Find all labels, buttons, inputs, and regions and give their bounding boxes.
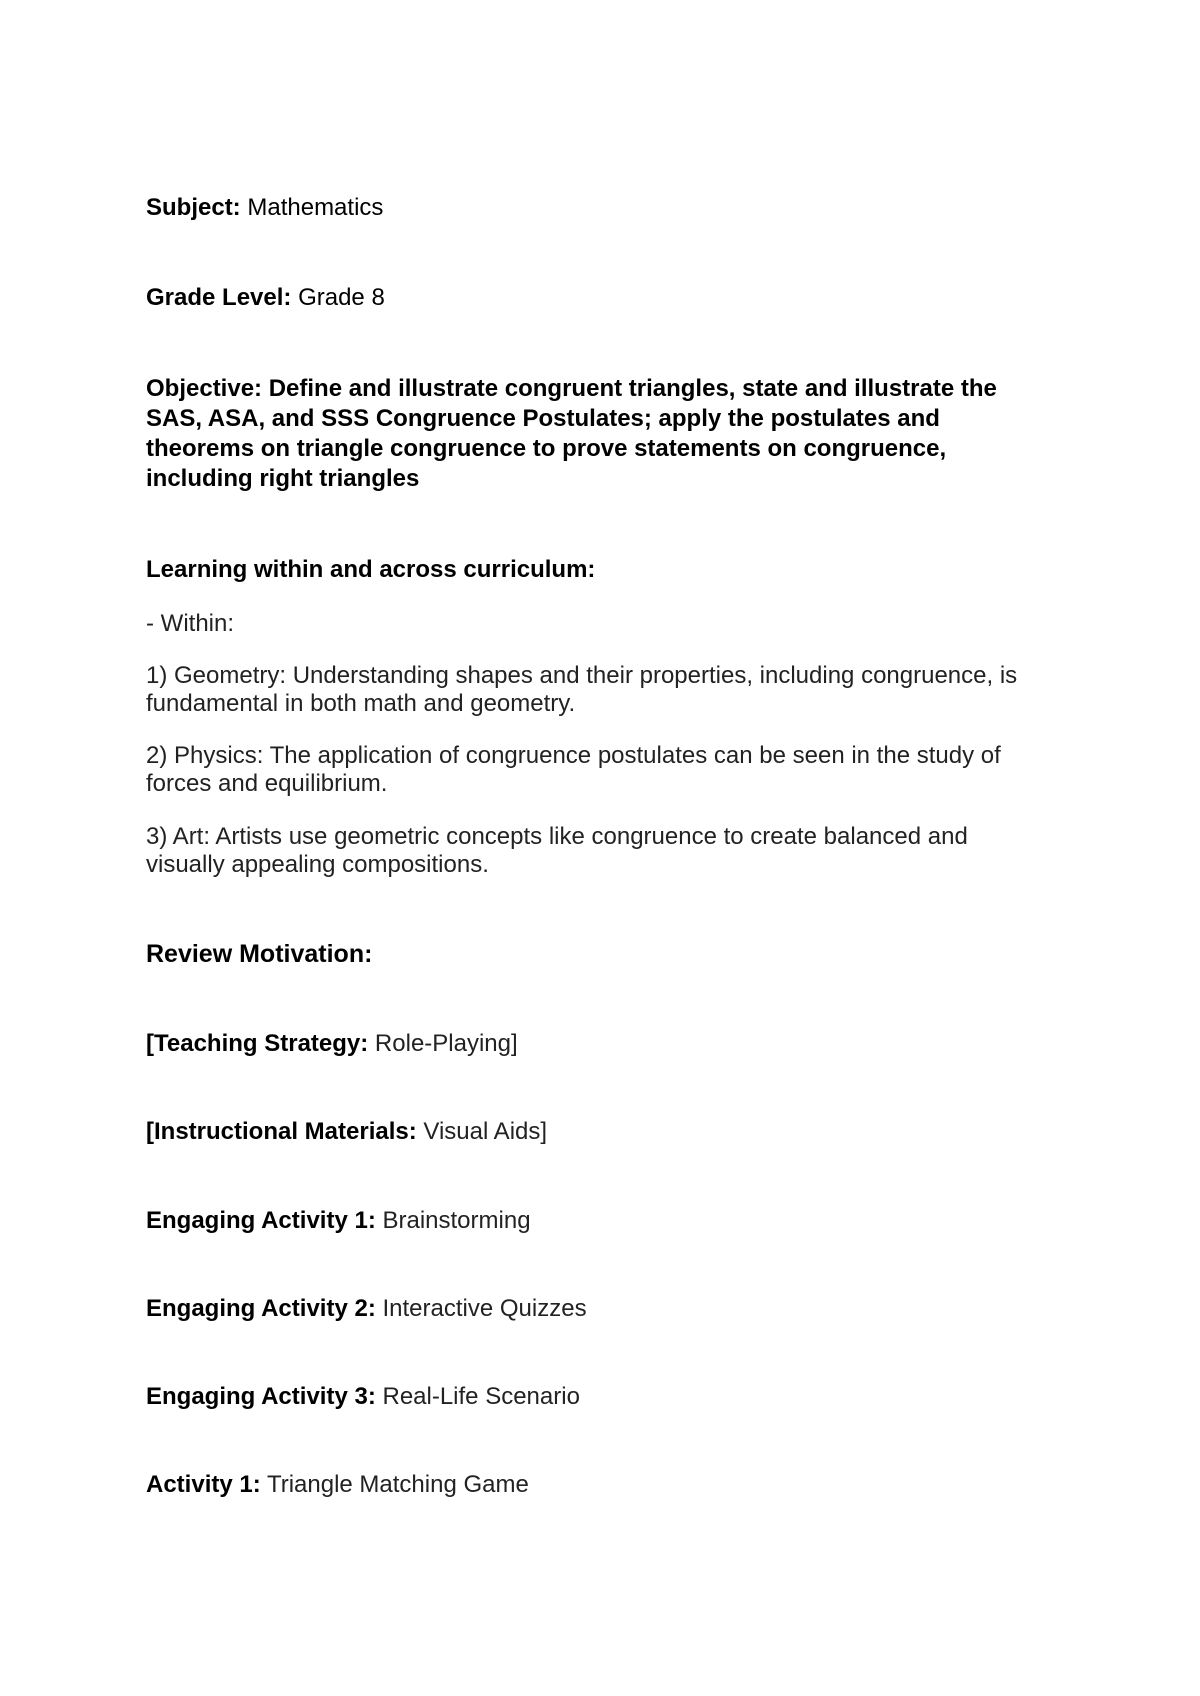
learning-item-2-line-1: 2) Physics: The application of congruence postulates can be seen in the study of xyxy=(146,742,1001,769)
engaging-activity-2-label: Engaging Activity 2: xyxy=(146,1295,376,1322)
learning-heading: Learning within and across curriculum: xyxy=(146,556,596,583)
engaging-activity-1-value: Brainstorming xyxy=(375,1207,531,1234)
learning-item-2 xyxy=(146,742,1046,798)
engaging-activity-3-value: Real-Life Scenario xyxy=(375,1383,580,1410)
objective-line-1: Define and illustrate congruent triangles, state and illustrate the xyxy=(262,375,997,402)
objective-label: Objective: xyxy=(146,375,263,402)
teaching-strategy-open: [ xyxy=(146,1030,154,1057)
engaging-activity-3-line xyxy=(146,1382,1046,1412)
activity-1-label: Activity 1: xyxy=(146,1471,261,1498)
grade-level-line xyxy=(146,283,1046,313)
subject-value: Mathematics xyxy=(247,194,384,221)
teaching-strategy-value: Role-Playing xyxy=(368,1030,511,1057)
teaching-strategy-line xyxy=(146,1029,1046,1059)
objective-line-4: including right triangles xyxy=(146,465,420,492)
instructional-materials-close: ] xyxy=(540,1118,548,1145)
within-label: - Within: xyxy=(146,610,235,637)
grade-level-label: Grade Level: xyxy=(146,284,292,311)
learning-item-3 xyxy=(146,823,1046,879)
learning-item-1 xyxy=(146,662,1046,718)
engaging-activity-1-line xyxy=(146,1206,1046,1236)
objective-line-3: theorems on triangle congruence to prove statements on congruence, xyxy=(146,435,947,462)
learning-item-3-line-1: 3) Art: Artists use geometric concepts like congruence to create balanced and xyxy=(146,823,968,850)
review-motivation-heading: Review Motivation: xyxy=(146,940,373,968)
instructional-materials-label: Instructional Materials: xyxy=(154,1118,417,1145)
instructional-materials-line xyxy=(146,1117,1046,1147)
engaging-activity-1-label: Engaging Activity 1: xyxy=(146,1207,376,1234)
learning-item-1-line-1: 1) Geometry: Understanding shapes and their properties, including congruence, is xyxy=(146,662,1018,689)
activity-1-value: Triangle Matching Game xyxy=(260,1471,529,1498)
instructional-materials-open: [ xyxy=(146,1118,154,1145)
learning-item-2-line-2: forces and equilibrium. xyxy=(146,770,388,797)
engaging-activity-2-value: Interactive Quizzes xyxy=(375,1295,587,1322)
subject-line xyxy=(146,193,1046,223)
objective-line-2: SAS, ASA, and SSS Congruence Postulates; apply the postulates and xyxy=(146,405,940,432)
grade-level-value: Grade 8 xyxy=(298,284,385,311)
subject-label: Subject: xyxy=(146,194,241,221)
engaging-activity-2-line xyxy=(146,1294,1046,1324)
learning-item-1-line-2: fundamental in both math and geometry. xyxy=(146,690,576,717)
instructional-materials-value: Visual Aids xyxy=(416,1118,541,1145)
teaching-strategy-label: Teaching Strategy: xyxy=(154,1030,369,1057)
learning-item-3-line-2: visually appealing compositions. xyxy=(146,851,489,878)
engaging-activity-3-label: Engaging Activity 3: xyxy=(146,1383,376,1410)
objective-block xyxy=(146,374,1046,494)
teaching-strategy-close: ] xyxy=(511,1030,518,1057)
activity-1-line xyxy=(146,1470,1046,1500)
